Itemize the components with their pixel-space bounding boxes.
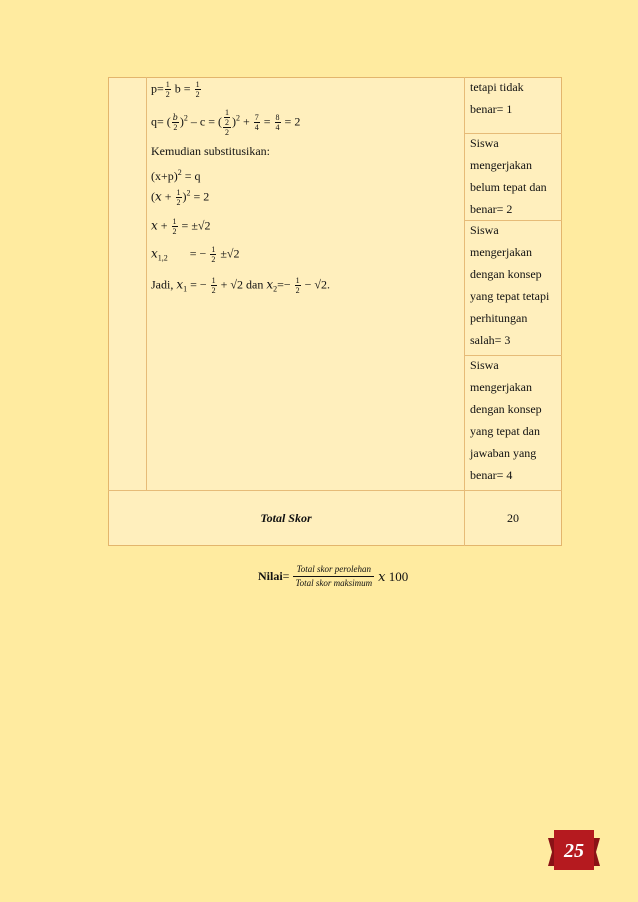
nilai-formula: Nilai = Total skor perolehan Total skor maksimum 𝑥 100: [258, 564, 409, 588]
x-half-line: 𝑥 + $\frac{1}{2}$ = ±√2: [151, 217, 211, 236]
criteria-score-4: Siswa mengerjakan dengan konsep yang tepat dan jawaban yang benar= 4: [470, 358, 542, 482]
criteria-score-1: tetapi tidak benar= 1: [470, 80, 524, 116]
page-number-badge: [548, 828, 600, 874]
criteria-score-2: Siswa mengerjakan belum tepat dan benar= 2: [470, 136, 547, 216]
x12-line: 𝑥$_{1,2}$ = − $\frac{1}{2}$ ±√2: [151, 245, 240, 264]
conclusion-line: Jadi, 𝑥$_1$ = − $\frac{1}{2}$ + √2 dan 𝑥$_2$=− $\frac{1}{2}$ − √2.: [151, 276, 331, 295]
x-half-squared-line: (𝑥 + $\frac{1}{2}$ )$^2$ = 2: [151, 188, 210, 207]
column-divider-1: [146, 77, 147, 490]
p-line: p= $\frac{1}{2}$ b = $\frac{1}{2}$: [151, 80, 200, 99]
nilai-fraction: Total skor perolehan Total skor maksimum: [295, 564, 373, 588]
page-number: 25: [564, 840, 584, 862]
column-divider-2: [464, 77, 465, 546]
q-line: q= ( $\frac{b}{2}$ )$^2$ – c = ( 1 2 2 )$^2$ + $\frac{7}{4}$ = $\frac{8}{4}$ = 2: [151, 108, 301, 137]
substitution-heading: Kemudian substitusikan:: [151, 144, 270, 158]
total-score-label: Total Skor: [260, 510, 312, 525]
total-score-value: 20: [507, 510, 519, 525]
nilai-label: Nilai: [258, 569, 283, 583]
x-plus-p-line: $(x+p)^2 = q$: [151, 168, 201, 183]
criteria-score-3: Siswa mengerjakan dengan konsep yang tepat tetapi perhitungan salah= 3: [470, 223, 550, 347]
